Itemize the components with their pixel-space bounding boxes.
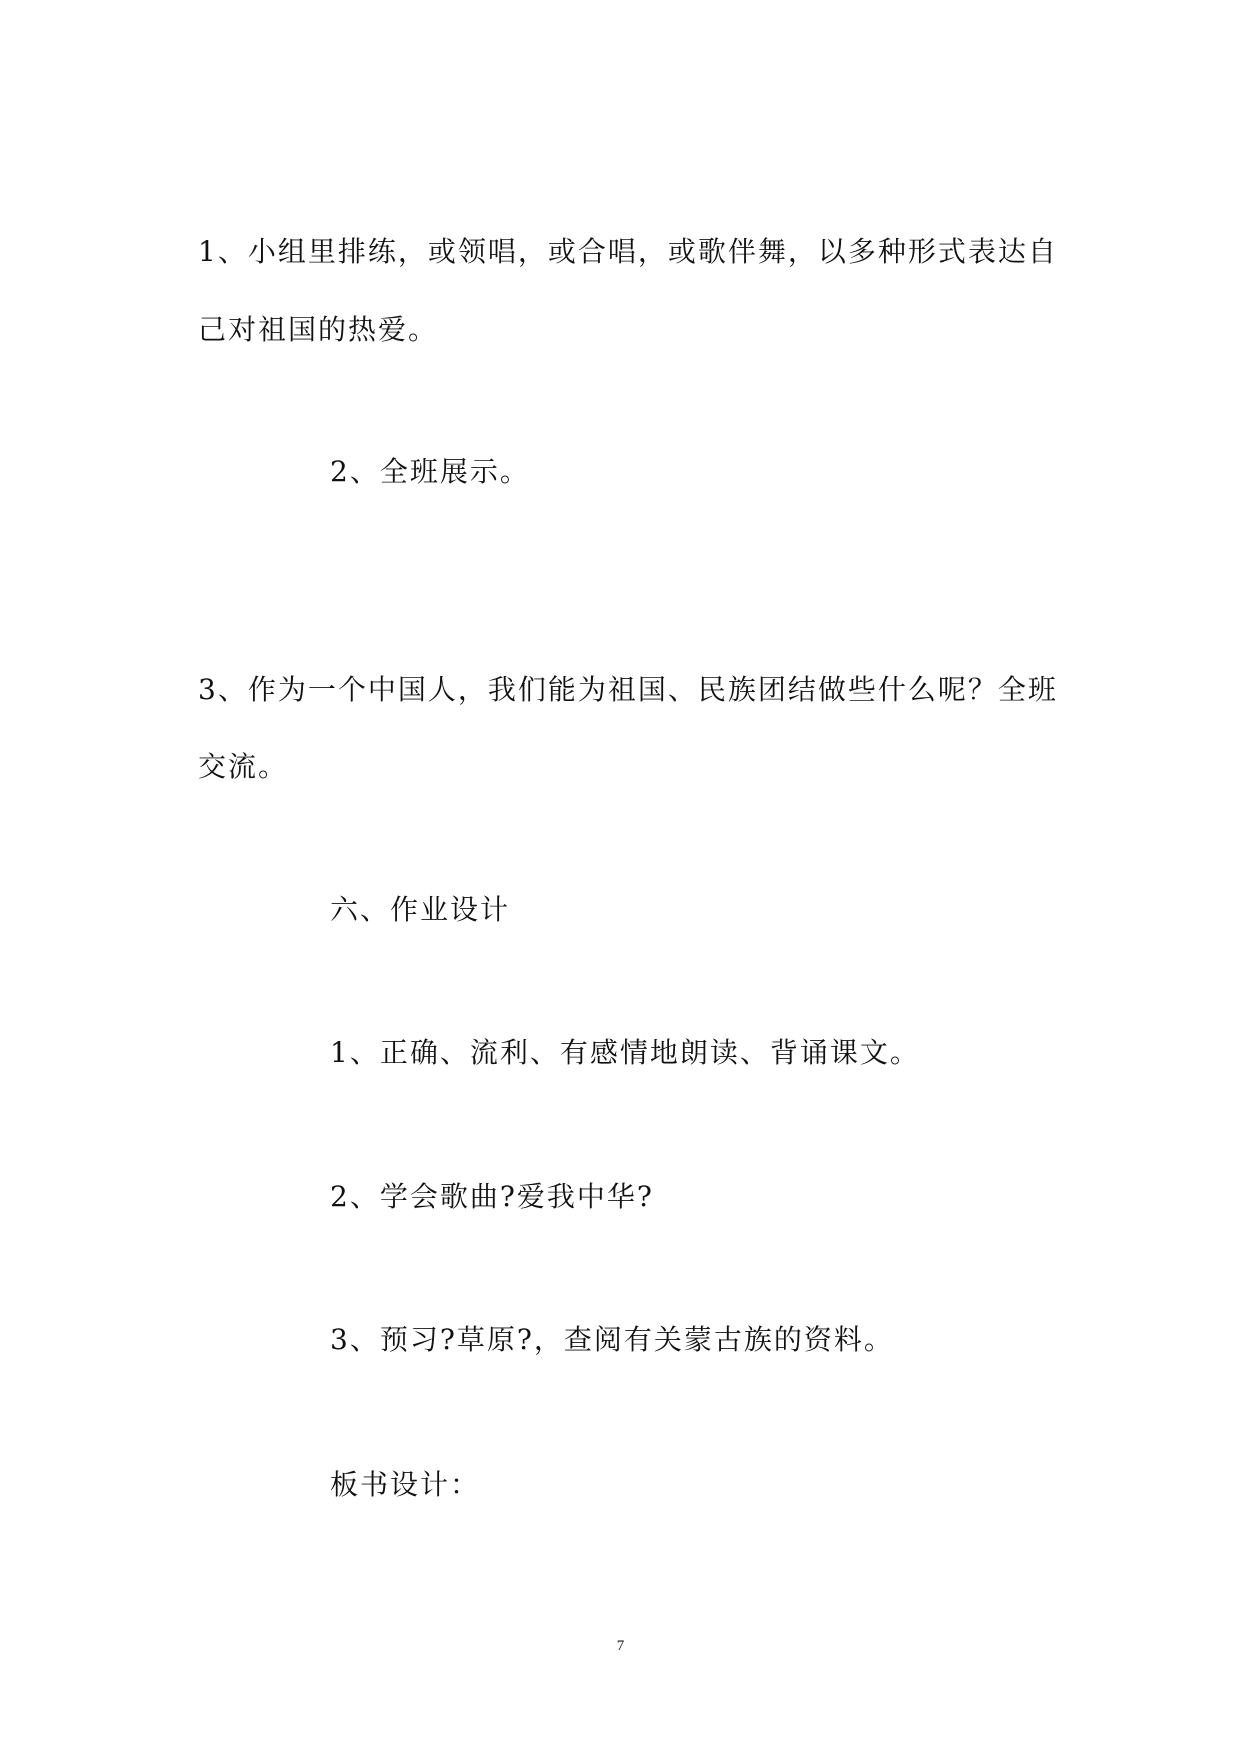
paragraph-line: 3、作为一个中国人，我们能为祖国、民族团结做些什么呢？全班 [198,673,1058,706]
paragraph-line: 交流。 [198,750,289,783]
list-item: 3、预习?草原?，查阅有关蒙古族的资料。 [330,1323,894,1356]
paragraph-line: 1、小组里排练，或领唱，或合唱，或歌伴舞，以多种形式表达自 [198,235,1058,268]
list-item: 2、学会歌曲?爱我中华? [330,1180,654,1213]
list-item: 1、正确、流利、有感情地朗读、背诵课文。 [330,1036,920,1069]
paragraph-line: 板书设计： [330,1468,481,1501]
section-heading: 六、作业设计 [330,893,511,926]
paragraph-line: 己对祖国的热爱。 [198,313,439,346]
page-number: 7 [616,1638,625,1654]
paragraph-line: 2、全班展示。 [330,455,530,488]
